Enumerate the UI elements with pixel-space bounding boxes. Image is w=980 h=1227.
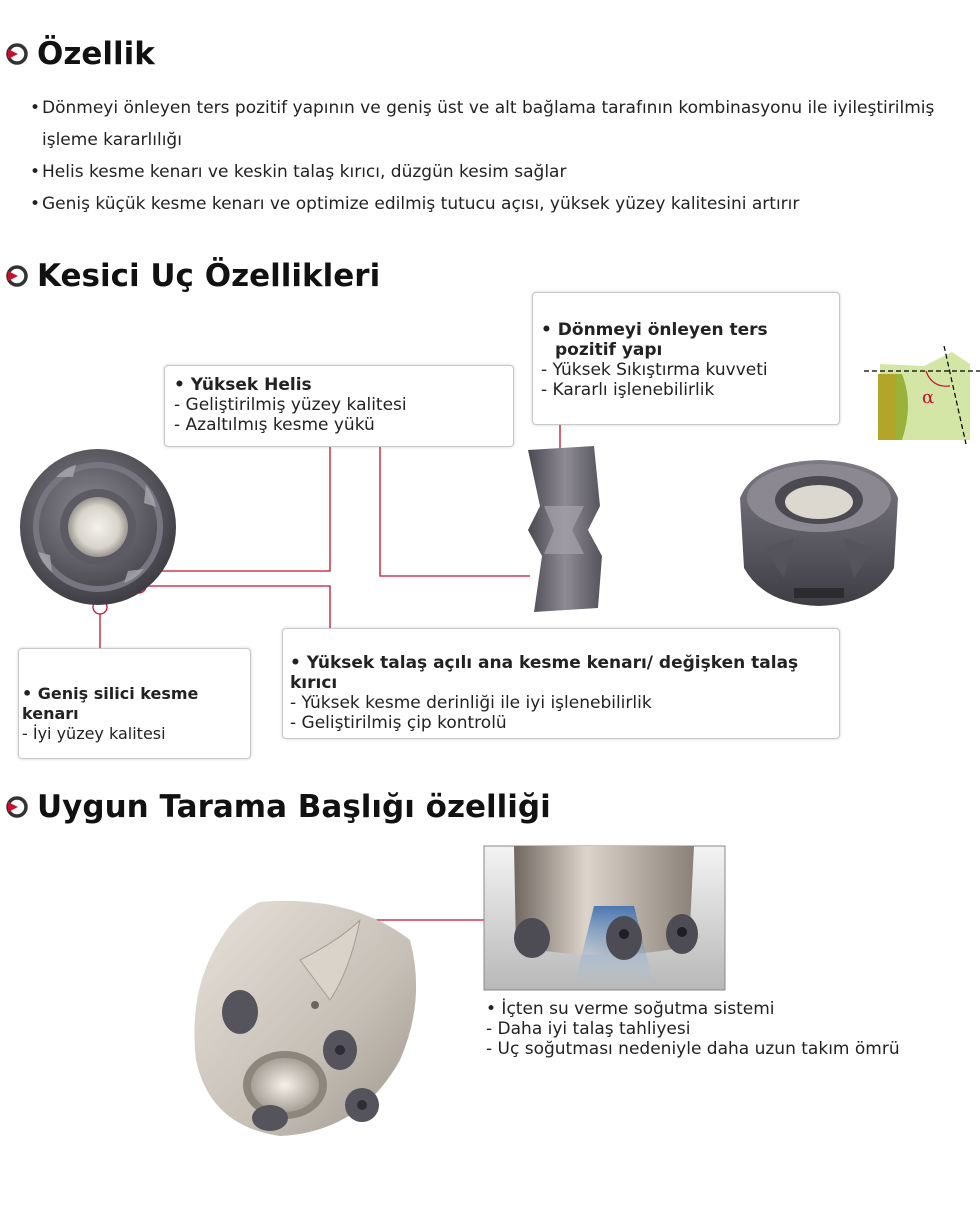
callout-main-edge: [282, 628, 840, 739]
callout-line: - Azaltılmış kesme yükü: [174, 415, 375, 435]
section-title-text: Uygun Tarama Başlığı özelliği: [37, 789, 551, 825]
callout-anti-rotation: [532, 292, 840, 425]
callout-line: - Geliştirilmiş yüzey kalitesi: [174, 395, 407, 415]
section-title-text: Özellik: [37, 36, 155, 72]
callout-high-helix: [164, 365, 514, 447]
callout-heading-continued: pozitif yapı: [555, 340, 663, 360]
insert-top-view-image: [16, 447, 181, 612]
angle-diagram-image: [862, 344, 980, 444]
list-item: • Geniş küçük kesme kenarı ve optimize edilmiş tutucu açısı, yüksek yüzey kalitesini artırır: [30, 188, 960, 220]
callout-heading: • Geniş silici kesme kenarı: [22, 684, 199, 723]
insert-side-view-image: [524, 446, 604, 614]
callout-line: - Yüksek Sıkıştırma kuvveti: [541, 360, 768, 380]
callout-heading: • Dönmeyi önleyen ters: [541, 320, 768, 340]
section-title-cutter: [6, 789, 551, 825]
callout-heading: • Yüksek talaş açılı ana kesme kenarı/ değişken talaş kırıcı: [290, 653, 799, 693]
milling-cutter-image: [190, 900, 430, 1140]
coolant-line: - Uç soğutması nedeniyle daha uzun takım ömrü: [486, 1039, 900, 1059]
coolant-line: - Daha iyi talaş tahliyesi: [486, 1019, 691, 1039]
callout-wiper-edge: [18, 648, 251, 759]
coolant-description: [486, 999, 956, 1059]
list-item: • Helis kesme kenarı ve keskin talaş kırıcı, düzgün kesim sağlar: [30, 156, 960, 188]
callout-line: - İyi yüzey kalitesi: [22, 724, 166, 743]
callout-heading: • Yüksek Helis: [174, 375, 312, 395]
callout-line: - Yüksek kesme derinliği ile iyi işlenebilirlik: [290, 693, 652, 713]
coolant-heading: • İçten su verme soğutma sistemi: [486, 999, 775, 1019]
circle-arrow-icon: [6, 796, 28, 818]
angle-symbol: α: [922, 387, 935, 408]
section-title-text: Kesici Uç Özellikleri: [37, 258, 381, 294]
callout-line: - Kararlı işlenebilirlik: [541, 380, 715, 400]
insert-perspective-image: [734, 458, 904, 608]
callout-line: - Geliştirilmiş çip kontrolü: [290, 713, 507, 733]
list-item: • Dönmeyi önleyen ters pozitif yapının ve geniş üst ve alt bağlama tarafının kombinasyonu ile iyileştirilmiş işleme kararlılığı: [30, 92, 960, 156]
coolant-detail-image: [484, 846, 725, 990]
